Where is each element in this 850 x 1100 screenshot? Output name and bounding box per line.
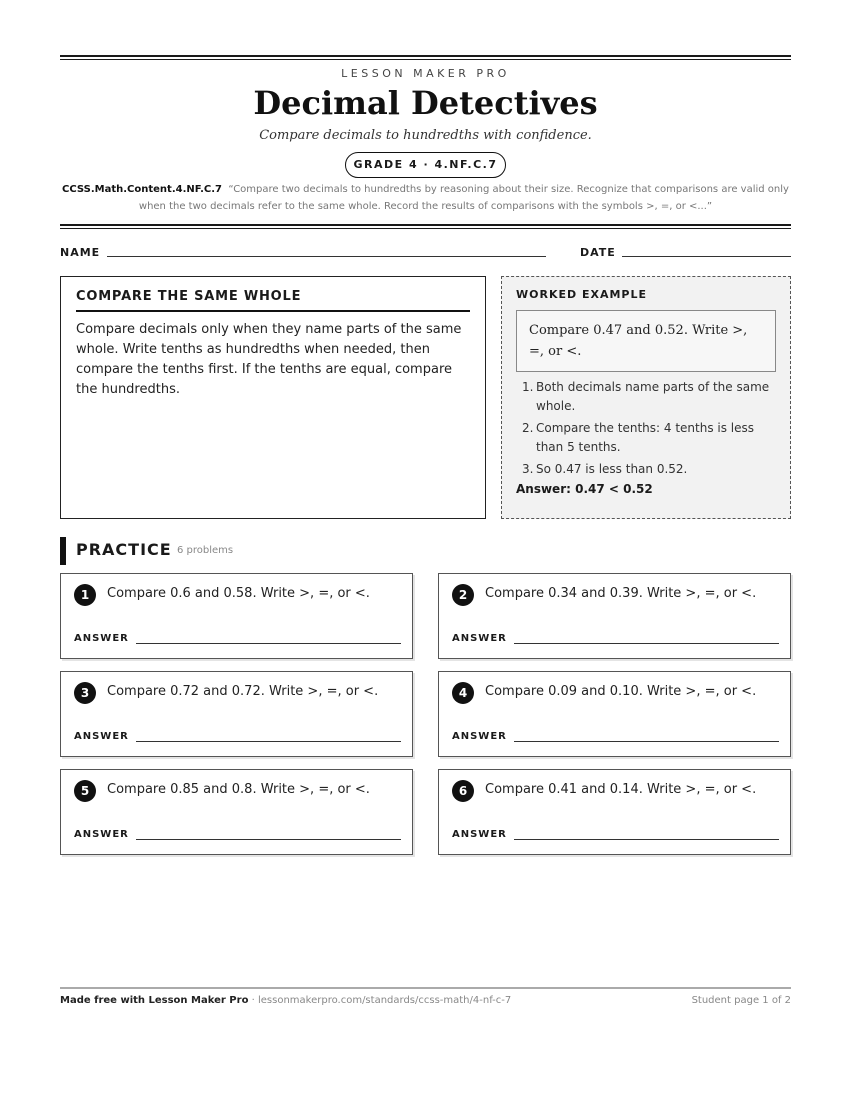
header-bottom-rule: [60, 224, 791, 229]
footer-credit: [60, 995, 511, 1006]
answer-field[interactable]: [136, 643, 401, 644]
header-top-rule: [60, 55, 791, 60]
problem-question: Compare 0.72 and 0.72. Write >, =, or <.: [107, 684, 379, 699]
answer-field[interactable]: [514, 741, 779, 742]
answer-label: ANSWER: [452, 829, 507, 840]
problem-question: Compare 0.41 and 0.14. Write >, =, or <.: [485, 782, 757, 797]
problem-card-3: [60, 671, 413, 757]
answer-field[interactable]: [514, 839, 779, 840]
name-field[interactable]: [107, 256, 546, 257]
footer-page-number: Student page 1 of 2: [691, 995, 791, 1006]
footer-url[interactable]: · lessonmakerpro.com/standards/ccss-math/4-nf-c-7: [248, 995, 512, 1006]
answer-label: ANSWER: [74, 829, 129, 840]
problem-question: Compare 0.09 and 0.10. Write >, =, or <.: [485, 684, 757, 699]
standard-code: CCSS.Math.Content.4.NF.C.7: [62, 184, 223, 195]
problem-number-badge: 4: [452, 682, 474, 704]
answer-label: ANSWER: [74, 731, 129, 742]
practice-count: 6 problems: [177, 545, 234, 556]
footer-made-with: Made free with Lesson Maker Pro: [60, 995, 249, 1006]
problem-card-5: [60, 769, 413, 855]
worked-example-step: 2. Compare the tenths: 4 tenths is less than 5 tenths.: [522, 421, 755, 454]
worked-example-title: WORKED EXAMPLE: [516, 288, 647, 301]
worked-example-answer: Answer: 0.47 < 0.52: [516, 482, 653, 496]
answer-field[interactable]: [136, 741, 401, 742]
problem-card-1: [60, 573, 413, 659]
worked-example-question: Compare 0.47 and 0.52. Write >, =, or <.: [516, 310, 776, 372]
concept-title: COMPARE THE SAME WHOLE: [76, 289, 470, 312]
answer-field[interactable]: [514, 643, 779, 644]
concept-box: [60, 276, 486, 519]
footer-rule: [60, 987, 791, 989]
answer-field[interactable]: [136, 839, 401, 840]
date-field[interactable]: [622, 256, 791, 257]
problem-question: Compare 0.6 and 0.58. Write >, =, or <.: [107, 586, 370, 601]
problem-number-badge: 1: [74, 584, 96, 606]
worked-example-box: [501, 276, 791, 519]
answer-label: ANSWER: [452, 731, 507, 742]
problem-number-badge: 5: [74, 780, 96, 802]
problem-number-badge: 6: [452, 780, 474, 802]
concept-text: Compare decimals only when they name parts of the same whole. Write tenths as hundredths when needed, then compare the tenths first. If the tenths are equal, compare the hundredths.: [76, 322, 462, 397]
brand-name: LESSON MAKER PRO: [341, 67, 510, 80]
worked-example-step: 1. Both decimals name parts of the same whole.: [522, 380, 770, 413]
problem-card-6: [438, 769, 791, 855]
problem-number-badge: 3: [74, 682, 96, 704]
worksheet-subtitle: Compare decimals to hundredths with confidence.: [259, 128, 592, 143]
standard-description: [60, 181, 791, 215]
problem-card-4: [438, 671, 791, 757]
worked-example-step: 3. So 0.47 is less than 0.52.: [522, 462, 688, 476]
practice-title: PRACTICE: [76, 540, 172, 559]
worked-example-steps: [516, 378, 776, 479]
problem-question: Compare 0.85 and 0.8. Write >, =, or <.: [107, 782, 370, 797]
answer-label: ANSWER: [452, 633, 507, 644]
date-label: DATE: [580, 246, 616, 259]
problem-number-badge: 2: [452, 584, 474, 606]
problem-question: Compare 0.34 and 0.39. Write >, =, or <.: [485, 586, 757, 601]
worksheet-page: [60, 0, 791, 1100]
grade-badge: GRADE 4 · 4.NF.C.7: [345, 152, 506, 178]
standard-text: “Compare two decimals to hundredths by reasoning about their size. Recognize that comparisons are valid only when the two decimals refer to the same whole. Record the results of comparisons with the symbols >, =, or <...”: [138, 184, 789, 212]
practice-accent-bar: [60, 537, 66, 565]
problem-card-2: [438, 573, 791, 659]
answer-label: ANSWER: [74, 633, 129, 644]
name-label: NAME: [60, 246, 101, 259]
worksheet-title: Decimal Detectives: [253, 84, 598, 122]
